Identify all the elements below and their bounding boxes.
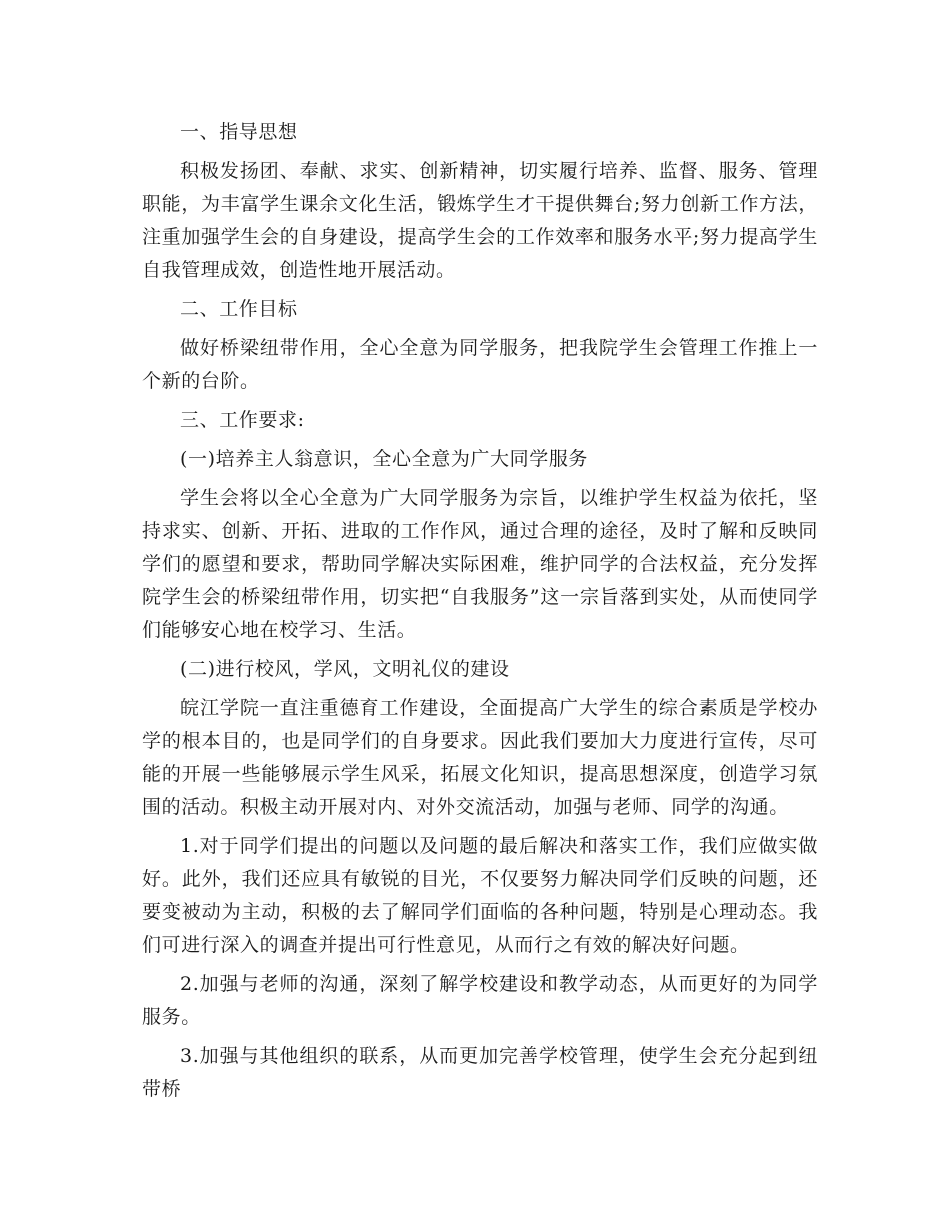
section-heading-work-goal: 二、工作目标 bbox=[180, 298, 298, 320]
list-item-1: 1.对于同学们提出的问题以及问题的最后解决和落实工作，我们应做实做好。此外，我们还应具有敏锐的目光，不仅要努力解决同学们反映的问题，还要变被动为主动，积极的去了解同学们面临的各种问题，特别是心理动态。我们可进行深入的调查并提出可行性意见，从而行之有效的解决好问题。 bbox=[142, 835, 818, 956]
paragraph-guiding-thought: 积极发扬团、奉献、求实、创新精神，切实履行培养、监督、服务、管理职能，为丰富学生课余文化生活，锻炼学生才干提供舞台;努力创新工作方法，注重加强学生会的自身建设，提高学生会的工作效率和服务水平;努力提高学生自我管理成效，创造性地开展活动。 bbox=[142, 160, 818, 281]
paragraph-school-spirit: 皖江学院一直注重德育工作建设，全面提高广大学生的综合素质是学校办学的根本目的，也是同学们的自身要求。因此我们要加大力度进行宣传，尽可能的开展一些能够展示学生风采，拓展文化知识，提高思想深度，创造学习氛围的活动。积极主动开展对内、对外交流活动，加强与老师、同学的沟通。 bbox=[142, 697, 818, 818]
subheading-school-spirit: (二)进行校风，学风，文明礼仪的建设 bbox=[180, 658, 510, 680]
section-heading-work-requirements: 三、工作要求: bbox=[180, 409, 305, 431]
list-item-2: 2.加强与老师的沟通，深刻了解学校建设和教学动态，从而更好的为同学服务。 bbox=[142, 973, 818, 1028]
subheading-ownership-awareness: (一)培养主人翁意识，全心全意为广大同学服务 bbox=[180, 448, 589, 470]
list-item-3: 3.加强与其他组织的联系，从而更加完善学校管理，使学生会充分起到纽带桥 bbox=[142, 1045, 818, 1100]
paragraph-work-goal: 做好桥梁纽带作用，全心全意为同学服务，把我院学生会管理工作推上一个新的台阶。 bbox=[142, 337, 818, 392]
paragraph-ownership-awareness: 学生会将以全心全意为广大同学服务为宗旨，以维护学生权益为依托，坚持求实、创新、开拓、进取的工作作风，通过合理的途径，及时了解和反映同学们的愿望和要求，帮助同学解决实际困难，维护同学的合法权益，充分发挥院学生会的桥梁纽带作用，切实把“自我服务”这一宗旨落到实处，从而使同学们能够安心地在校学习、生活。 bbox=[142, 487, 818, 641]
section-heading-guiding-thought: 一、指导思想 bbox=[180, 121, 298, 143]
